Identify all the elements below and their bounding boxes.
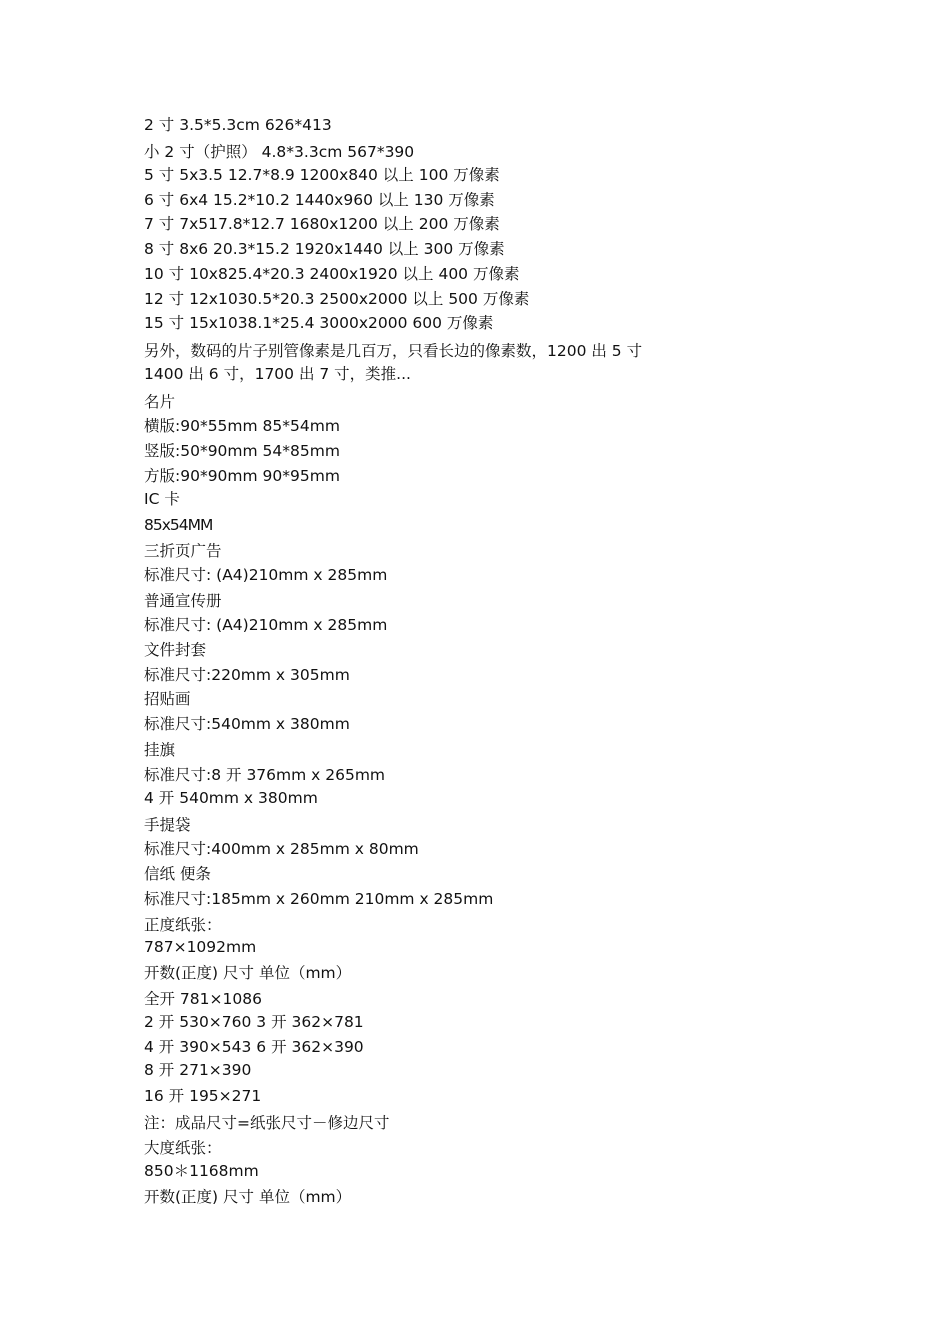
section-heading: 名片 [144,393,176,411]
text-line: 15 寸 15x1038.1*25.4 3000x2000 600 万像素 [144,314,494,332]
section-heading: 正度纸张： [144,916,222,934]
text-line: 方版:90*90mm 90*95mm [144,467,340,485]
text-line: 标准尺寸:400mm x 285mm x 80mm [144,840,419,858]
text-line: 10 寸 10x825.4*20.3 2400x1920 以上 400 万像素 [144,265,520,283]
text-line: 全开 781×1086 [144,990,262,1008]
text-line: 7 寸 7x517.8*12.7 1680x1200 以上 200 万像素 [144,215,500,233]
text-line: 小 2 寸（护照） 4.8*3.3cm 567*390 [144,143,415,161]
text-line: 另外，数码的片子别管像素是几百万，只看长边的像素数，1200 出 5 寸 [144,342,643,360]
text-line: 5 寸 5x3.5 12.7*8.9 1200x840 以上 100 万像素 [144,166,500,184]
text-line: 787×1092mm [144,938,257,956]
text-line: 85x54MM [144,516,213,534]
text-line: 2 寸 3.5*5.3cm 626*413 [144,116,332,134]
text-line: 横版:90*55mm 85*54mm [144,417,340,435]
section-heading: 手提袋 [144,816,191,834]
text-line: 标准尺寸:185mm x 260mm 210mm x 285mm [144,890,494,908]
text-line: 6 寸 6x4 15.2*10.2 1440x960 以上 130 万像素 [144,191,495,209]
section-heading: IC 卡 [144,490,180,508]
section-heading: 招贴画 [144,690,191,708]
text-line: 12 寸 12x1030.5*20.3 2500x2000 以上 500 万像素 [144,290,530,308]
text-line: 标准尺寸:220mm x 305mm [144,666,350,684]
text-line: 标准尺寸:8 开 376mm x 265mm [144,766,386,784]
text-line: 8 寸 8x6 20.3*15.2 1920x1440 以上 300 万像素 [144,240,505,258]
text-line: 4 开 390×543 6 开 362×390 [144,1038,364,1056]
text-line: 开数(正度) 尺寸 单位（mm） [144,1188,352,1206]
text-line: 16 开 195×271 [144,1087,262,1105]
text-line: 4 开 540mm x 380mm [144,789,318,807]
text-line: 1400 出 6 寸，1700 出 7 寸，类推... [144,365,411,383]
section-heading: 大度纸张： [144,1139,222,1157]
text-line: 8 开 271×390 [144,1061,252,1079]
text-line: 标准尺寸:540mm x 380mm [144,715,350,733]
text-line: 开数(正度) 尺寸 单位（mm） [144,964,352,982]
note-line: 注：成品尺寸=纸张尺寸－修边尺寸 [144,1114,390,1132]
section-heading: 三折页广告 [144,542,222,560]
text-line: 850＊1168mm [144,1162,259,1180]
text-line: 竖版:50*90mm 54*85mm [144,442,340,460]
section-heading: 信纸 便条 [144,865,211,883]
section-heading: 普通宣传册 [144,592,222,610]
text-line: 标准尺寸: (A4)210mm x 285mm [144,616,388,634]
text-line: 标准尺寸: (A4)210mm x 285mm [144,566,388,584]
section-heading: 文件封套 [144,641,207,659]
section-heading: 挂旗 [144,741,176,759]
text-line: 2 开 530×760 3 开 362×781 [144,1013,364,1031]
